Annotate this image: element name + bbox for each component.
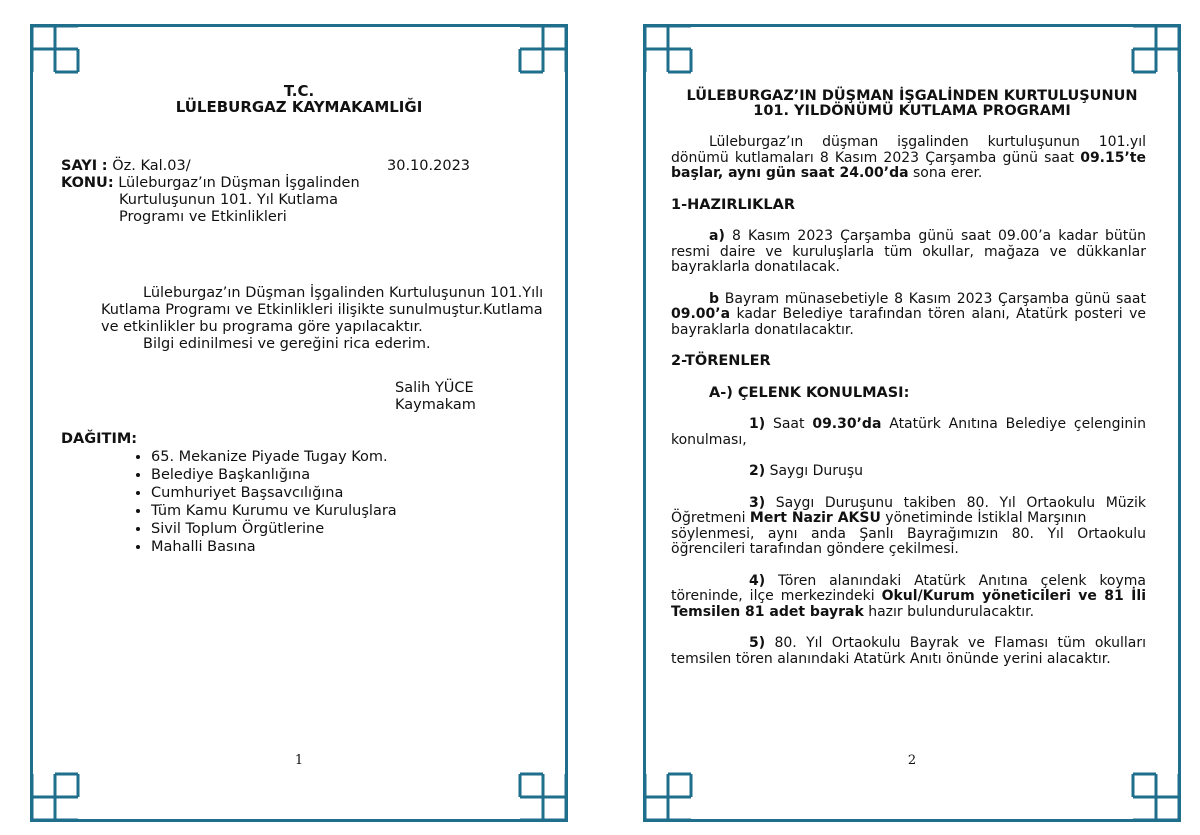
konu-line-3: Programı ve Etkinlikleri bbox=[119, 209, 287, 225]
signature-block bbox=[395, 380, 476, 414]
list-item: • Mahalli Basına bbox=[151, 538, 501, 556]
document-header bbox=[33, 83, 565, 115]
signer-title: Kaymakam bbox=[395, 397, 476, 413]
body-line: ve etkinlikler bu programa göre yapılacaktır. bbox=[101, 319, 423, 335]
program-content bbox=[671, 135, 1146, 667]
step-4: 4) Tören alanındaki Atatürk Anıtına çelenk koyma töreninde, ilçe merkezindeki Okul/Kurum yöneticileri ve 81 İli Temsilen 81 adet bayrak hazır bulundurulacaktır. bbox=[671, 572, 1146, 620]
body-line: Bilgi edinilmesi ve gereğini rica ederim. bbox=[143, 336, 431, 352]
sayi-colon: : bbox=[101, 158, 108, 174]
sayi-konu-block bbox=[61, 158, 541, 226]
title-line: 101. YILDÖNÜMÜ KUTLAMA PROGRAMI bbox=[753, 103, 1071, 119]
subsection-heading: A-) ÇELENK KONULMASI: bbox=[709, 384, 910, 401]
corner-ornament-icon bbox=[1131, 24, 1181, 74]
step-3: 3) Saygı Duruşunu takiben 80. Yıl Ortaokulu Müzik Öğretmeni Mert Nazir AKSU yönetiminde İstiklal Marşının söylenmesi, aynı anda Şanlı Bayrağımızın 80. Yıl Ortaokulu öğrencileri tarafından göndere çekilmesi. bbox=[671, 494, 1146, 557]
sayi-label: SAYI bbox=[61, 158, 98, 174]
distribution-title: DAĞITIM: bbox=[61, 431, 138, 447]
body-line: Kutlama Programı ve Etkinlikleri ilişikte sunulmuştur.Kutlama bbox=[101, 302, 543, 318]
program-title bbox=[646, 89, 1178, 119]
document-page-1 bbox=[30, 24, 568, 822]
corner-ornament-icon bbox=[1131, 772, 1181, 822]
corner-ornament-icon bbox=[518, 24, 568, 74]
corner-ornament-icon bbox=[643, 24, 693, 74]
item-b: b Bayram münasebetiyle 8 Kasım 2023 Çarşamba günü saat 09.00’a kadar Belediye tarafından tören alanı, Atatürk posteri ve bayraklarla donatılacaktır. bbox=[671, 290, 1146, 338]
list-item: • Sivil Toplum Örgütlerine bbox=[151, 520, 501, 538]
item-a: a) 8 Kasım 2023 Çarşamba günü saat 09.00’a kadar bütün resmi daire ve kuruluşlarla tüm okullar, mağaza ve dükkanlar bayraklarla donatılacak. bbox=[671, 228, 1146, 275]
konu-label: KONU: bbox=[61, 175, 114, 191]
title-line: LÜLEBURGAZ’IN DÜŞMAN İŞGALİNDEN KURTULUŞUNUN bbox=[686, 88, 1138, 104]
section-heading: 1-HAZIRLIKLAR bbox=[671, 196, 796, 213]
header-tc: T.C. bbox=[283, 82, 315, 100]
corner-ornament-icon bbox=[518, 772, 568, 822]
body-line: Lüleburgaz’ın Düşman İşgalinden Kurtuluşunun 101.Yılı bbox=[143, 285, 544, 301]
konu-line-1: Lüleburgaz’ın Düşman İşgalinden bbox=[118, 175, 360, 191]
konu-line-2: Kurtuluşunun 101. Yıl Kutlama bbox=[119, 192, 338, 208]
sayi-value: Öz. Kal.03/ bbox=[112, 158, 191, 174]
list-item: • Tüm Kamu Kurumu ve Kuruluşlara bbox=[151, 502, 501, 520]
corner-ornament-icon bbox=[30, 24, 80, 74]
document-page-2 bbox=[643, 24, 1181, 822]
list-item: • Belediye Başkanlığına bbox=[151, 466, 501, 484]
section-heading: 2-TÖRENLER bbox=[671, 353, 771, 369]
list-item: • Cumhuriyet Başsavcılığına bbox=[151, 484, 501, 502]
corner-ornament-icon bbox=[643, 772, 693, 822]
document-date: 30.10.2023 bbox=[387, 158, 471, 174]
step-1: 1) Saat 09.30’da Atatürk Anıtına Belediye çelenginin konulması, bbox=[671, 416, 1146, 448]
page-number: 1 bbox=[294, 753, 304, 768]
step-2: 2) Saygı Duruşu bbox=[749, 463, 864, 479]
list-item: • 65. Mekanize Piyade Tugay Kom. bbox=[151, 448, 501, 466]
letter-body bbox=[101, 285, 561, 353]
corner-ornament-icon bbox=[30, 772, 80, 822]
header-authority: LÜLEBURGAZ KAYMAKAMLIĞI bbox=[175, 98, 423, 116]
signer-name: Salih YÜCE bbox=[395, 380, 474, 396]
page-number: 2 bbox=[907, 753, 917, 768]
intro-paragraph: Lüleburgaz’ın düşman işgalinden kurtuluşunun 101.yıl dönümü kutlamaları 8 Kasım 2023 Çarşamba günü saat 09.15’te başlar, aynı gün saat 24.00’da sona erer. bbox=[671, 134, 1146, 181]
distribution-list bbox=[151, 448, 501, 556]
distribution-block bbox=[61, 431, 501, 556]
step-5: 5) 80. Yıl Ortaokulu Bayrak ve Flaması tüm okulları temsilen tören alanındaki Atatürk Anıtı önünde yerini alacaktır. bbox=[671, 635, 1146, 667]
